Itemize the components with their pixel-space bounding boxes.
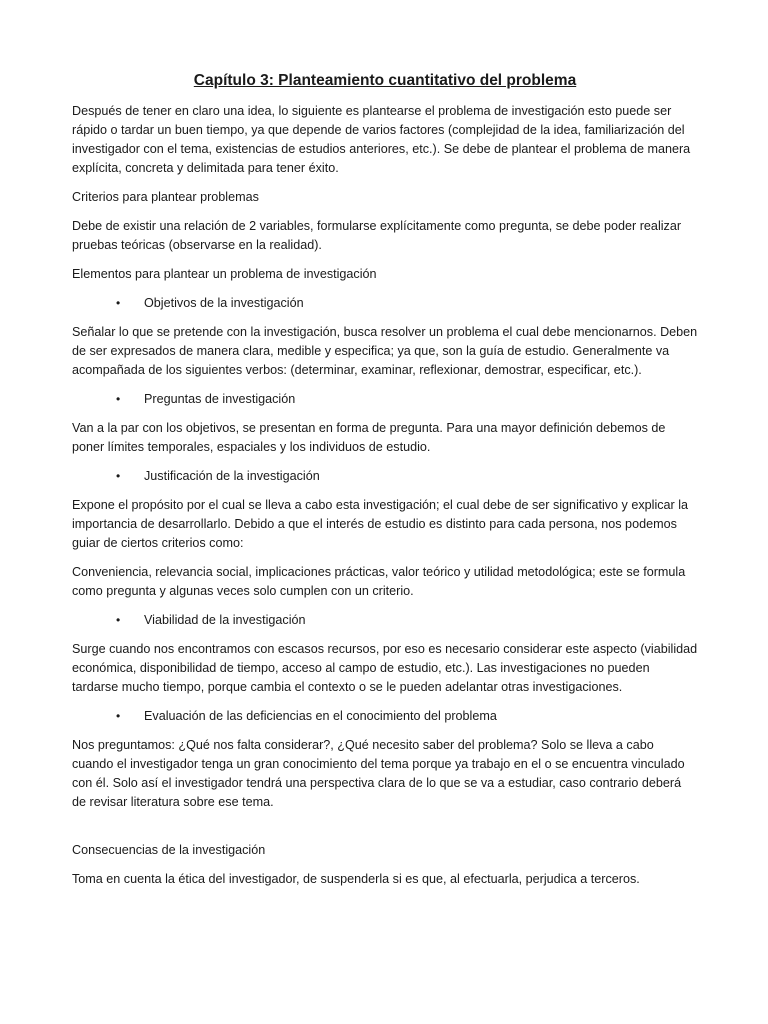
- document-page: [72, 72, 698, 899]
- bullet-icon: •: [116, 469, 121, 483]
- bullet-item-preguntas: [72, 390, 698, 409]
- bullet-item-evaluacion: [72, 707, 698, 726]
- bullet-icon: •: [116, 613, 121, 627]
- blank-line: [72, 822, 698, 841]
- bullet-icon: •: [116, 392, 121, 406]
- bullet-item-justificacion: [72, 467, 698, 486]
- bullet-label: Viabilidad de la investigación: [144, 613, 306, 627]
- criterios-heading: Criterios para plantear problemas: [72, 190, 259, 204]
- bullet-label: Evaluación de las deficiencias en el conocimiento del problema: [144, 709, 497, 723]
- intro-paragraph: Después de tener en claro una idea, lo siguiente es plantearse el problema de investigación esto puede ser rápido o tardar un buen tiempo, ya que depende de varios factores (complejidad de la idea, familiarización del investigador con el tema, existencias de estudios anteriores, etc.). Se debe de plantear el problema de manera explícita, concreta y delimitada para tener éxito.: [72, 104, 691, 175]
- consecuencias-paragraph: Toma en cuenta la ética del investigador, de suspenderla si es que, al efectuarla, perjudica a terceros.: [72, 872, 640, 886]
- consecuencias-heading: Consecuencias de la investigación: [72, 843, 266, 857]
- bullet-item-viabilidad: [72, 611, 698, 630]
- justificacion-criteria-paragraph: Conveniencia, relevancia social, implicaciones prácticas, valor teórico y utilidad metodológica; este se formula como pregunta y algunas veces solo cumplen con un criterio.: [72, 565, 686, 598]
- bullet-label: Preguntas de investigación: [144, 392, 296, 406]
- bullet-label: Justificación de la investigación: [144, 469, 320, 483]
- bullet-icon: •: [116, 296, 121, 310]
- chapter-title: Capítulo 3: Planteamiento cuantitativo del problema: [193, 72, 577, 89]
- criterios-paragraph: Debe de existir una relación de 2 variables, formularse explícitamente como pregunta, se debe poder realizar pruebas teóricas (observarse en la realidad).: [72, 219, 682, 252]
- bullet-icon: •: [116, 709, 121, 723]
- elementos-heading: Elementos para plantear un problema de investigación: [72, 267, 377, 281]
- objetivos-paragraph: Señalar lo que se pretende con la investigación, busca resolver un problema el cual debe mencionarnos. Deben de ser expresados de manera clara, medible y especifica; ya que, son la guía de estudio. Generalmente va acompañada de los siguientes verbos: (determinar, examinar, reflexionar, demostrar, especificar, etc.).: [72, 325, 698, 377]
- viabilidad-paragraph: Surge cuando nos encontramos con escasos recursos, por eso es necesario considerar este aspecto (viabilidad económica, disponibilidad de tiempo, acceso al campo de estudio, etc.). Las investigaciones no pueden tardarse mucho tiempo, porque cambia el contexto o se le pueden adelantar otras investigaciones.: [72, 642, 698, 694]
- justificacion-paragraph: Expone el propósito por el cual se lleva a cabo esta investigación; el cual debe de ser significativo y explicar la importancia de desarrollarlo. Debido a que el interés de estudio es distinto para cada persona, nos podemos guiar de ciertos criterios como:: [72, 498, 689, 550]
- bullet-label: Objetivos de la investigación: [144, 296, 304, 310]
- evaluacion-paragraph: Nos preguntamos: ¿Qué nos falta considerar?, ¿Qué necesito saber del problema? Solo se lleva a cabo cuando el investigador tenga un gran conocimiento del tema porque ya trabajo en el o se encuentra vinculado con él. Solo así el investigador tendrá una perspectiva clara de lo que se va a estudiar, caso contrario deberá de revisar literatura sobre ese tema.: [72, 738, 685, 809]
- preguntas-paragraph: Van a la par con los objetivos, se presentan en forma de pregunta. Para una mayor definición debemos de poner límites temporales, espaciales y los individuos de estudio.: [72, 421, 666, 454]
- bullet-item-objetivos: [72, 294, 698, 313]
